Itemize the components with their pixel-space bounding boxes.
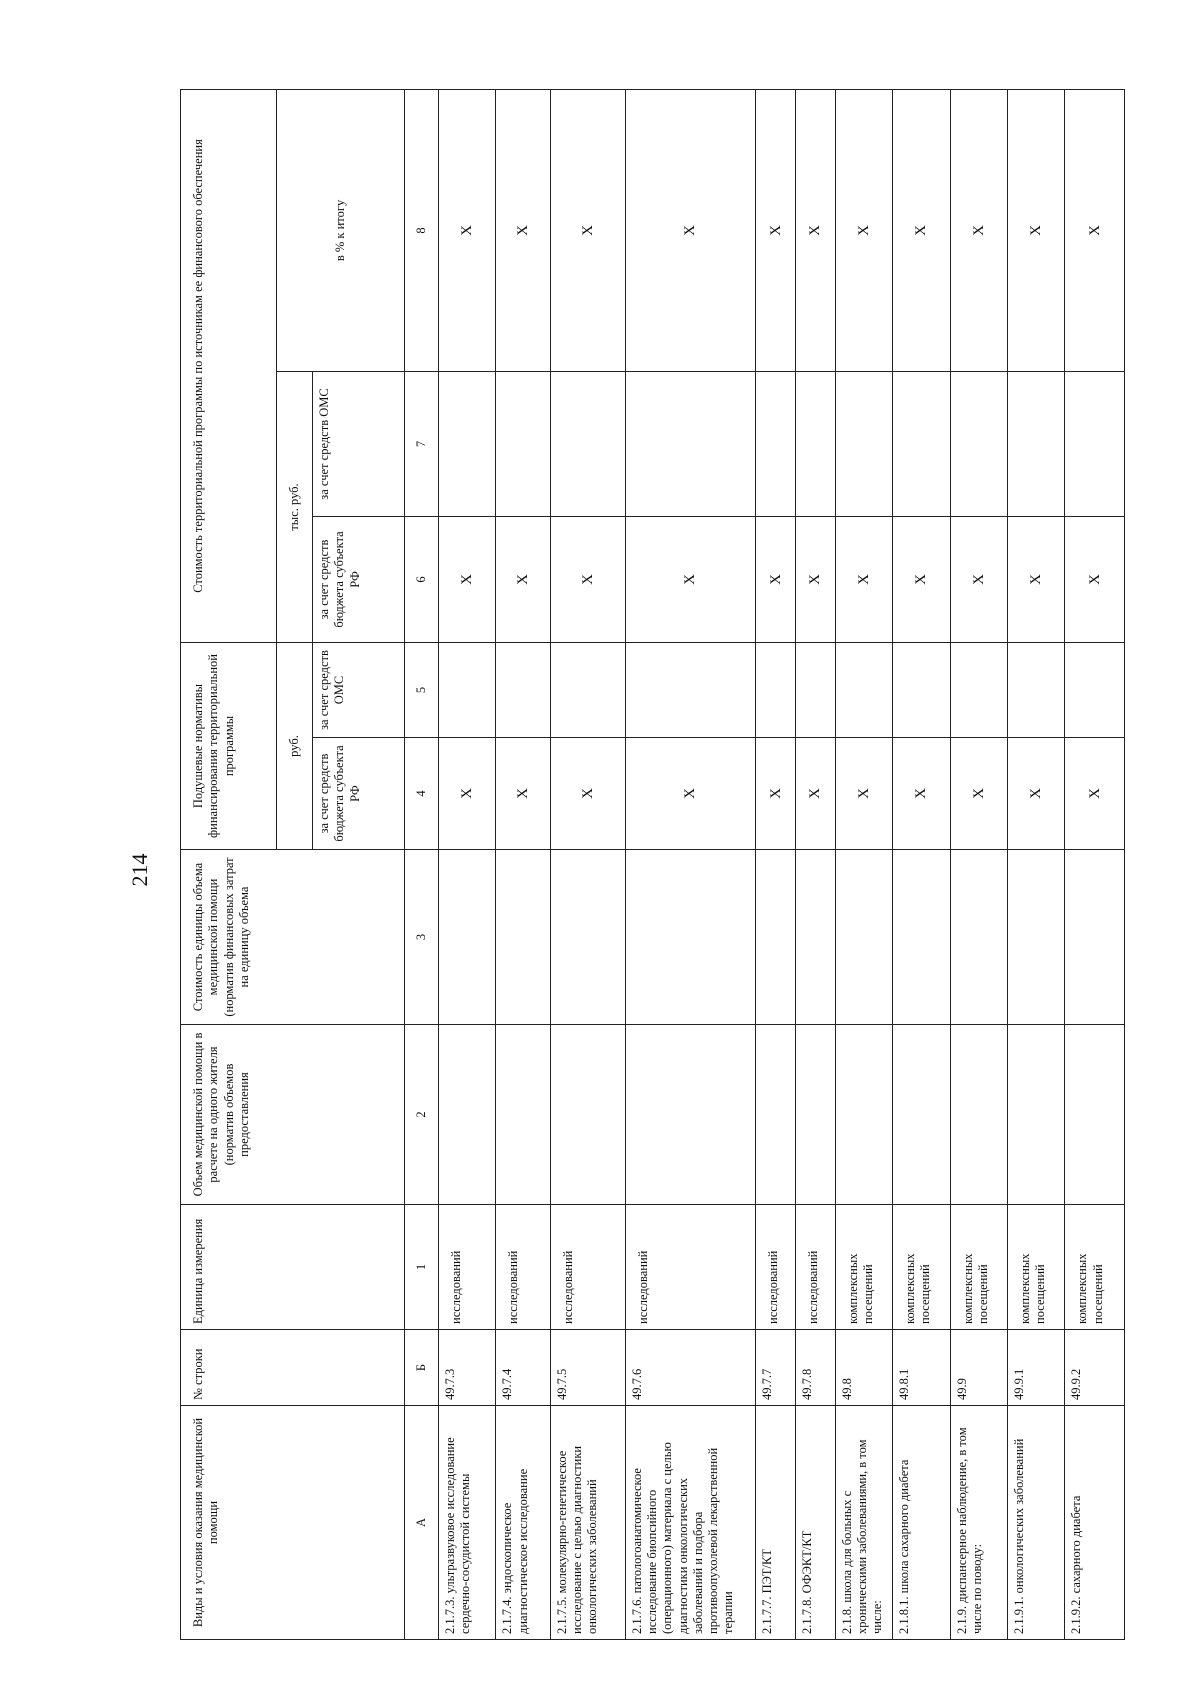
row-volume [625,1025,756,1205]
header-cost-group: Стоимость территориальной программы по источникам ее финансового обеспечения [181,89,277,642]
row-unit: исследований [625,1205,756,1330]
row-percent-total: X [496,89,550,371]
row-line-number: 49.8.1 [893,1330,950,1406]
row-cost-budget: X [950,516,1007,642]
row-unit-cost [950,850,1007,1025]
row-percent-total: X [550,89,625,371]
row-volume [439,1025,496,1205]
row-percent-total: X [439,89,496,371]
col-number-7: 7 [405,371,439,516]
row-per-capita-oms [756,642,796,737]
row-per-capita-oms [1065,642,1125,737]
row-volume [1065,1025,1125,1205]
row-per-capita-budget: X [439,738,496,850]
row-cost-oms [1008,371,1065,516]
row-cost-oms [835,371,892,516]
header-per-capita-unit: руб. [277,642,313,849]
row-per-capita-budget: X [550,738,625,850]
row-percent-total: X [950,89,1007,371]
row-unit: исследований [496,1205,550,1330]
row-volume [550,1025,625,1205]
row-percent-total: X [893,89,950,371]
row-per-capita-oms [950,642,1007,737]
row-cost-oms [439,371,496,516]
header-per-capita-group: Подушевые нормативы финансирования территориальной программы [181,642,277,849]
row-unit-cost [439,850,496,1025]
row-unit: исследований [439,1205,496,1330]
col-number-2: 2 [405,1025,439,1205]
row-volume [756,1025,796,1205]
table-row [796,89,836,1639]
col-number-3: 3 [405,850,439,1025]
header-line-number: № строки [181,1330,405,1406]
table-row [756,89,796,1639]
row-cost-budget: X [496,516,550,642]
row-per-capita-budget: X [950,738,1007,850]
row-volume [893,1025,950,1205]
header-per-capita-budget: за счет средств бюджета субъекта РФ [313,738,405,850]
financing-table [180,89,1125,1640]
row-per-capita-oms [550,642,625,737]
row-cost-oms [550,371,625,516]
header-cost-unit: тыс. руб. [277,371,313,642]
row-cost-budget: X [835,516,892,642]
header-volume-per-capita: Объем медицинской помощи в расчете на одного жителя (норматив объемов предоставления [181,1025,405,1205]
row-per-capita-budget: X [835,738,892,850]
row-unit: комплексных посещений [950,1205,1007,1330]
row-percent-total: X [796,89,836,371]
row-per-capita-oms [796,642,836,737]
row-cost-budget: X [1065,516,1125,642]
row-per-capita-budget: X [893,738,950,850]
col-number-4: 4 [405,738,439,850]
row-kind-of-care: 2.1.8.1. школа сахарного диабета [893,1406,950,1640]
rotated-table-container [180,90,1125,1640]
header-unit: Единица измерения [181,1205,405,1330]
row-line-number: 49.9 [950,1330,1007,1406]
row-percent-total: X [1008,89,1065,371]
row-kind-of-care: 2.1.7.6. патологоанатомическое исследование биопсийного (операционного) материала с целью диагностики онкологических заболеваний и подбора противоопухолевой лекарственной терапии [625,1406,756,1640]
row-unit-cost [893,850,950,1025]
header-cost-oms: за счет средств ОМС [313,371,405,516]
row-unit: комплексных посещений [1008,1205,1065,1330]
row-cost-oms [625,371,756,516]
row-line-number: 49.7.4 [496,1330,550,1406]
row-per-capita-oms [496,642,550,737]
row-unit-cost [835,850,892,1025]
row-unit: исследований [796,1205,836,1330]
row-volume [1008,1025,1065,1205]
header-per-capita-oms: за счет средств ОМС [313,642,405,737]
row-kind-of-care: 2.1.7.5. молекулярно-генетическое исследование с целью диагностики онкологических заболеваний [550,1406,625,1640]
row-line-number: 49.7.3 [439,1330,496,1406]
row-percent-total: X [835,89,892,371]
header-unit-cost: Стоимость единицы объема медицинской помощи (норматив финансовых затрат на единицу объема [181,850,405,1025]
header-kinds-of-care: Виды и условия оказания медицинской помощи [181,1406,405,1640]
row-unit: исследований [550,1205,625,1330]
table-row [835,89,892,1639]
row-unit: комплексных посещений [1065,1205,1125,1330]
row-percent-total: X [1065,89,1125,371]
row-cost-budget: X [439,516,496,642]
row-per-capita-oms [1008,642,1065,737]
row-volume [835,1025,892,1205]
row-line-number: 49.9.1 [1008,1330,1065,1406]
page-number: 214 [127,853,152,887]
row-per-capita-budget: X [1008,738,1065,850]
table-row [439,89,496,1639]
row-kind-of-care: 2.1.8. школа для больных с хроническими заболеваниями, в том числе: [835,1406,892,1640]
table-row [1065,89,1125,1639]
row-cost-budget: X [550,516,625,642]
col-number-1: 1 [405,1205,439,1330]
row-unit: исследований [756,1205,796,1330]
row-cost-oms [1065,371,1125,516]
row-per-capita-budget: X [1065,738,1125,850]
row-cost-budget: X [796,516,836,642]
row-unit-cost [550,850,625,1025]
table-row [625,89,756,1639]
row-cost-oms [496,371,550,516]
row-cost-budget: X [625,516,756,642]
col-number-5: 5 [405,642,439,737]
row-cost-budget: X [756,516,796,642]
row-kind-of-care: 2.1.7.4. эндоскопическое диагностическое исследование [496,1406,550,1640]
row-unit-cost [1065,850,1125,1025]
row-per-capita-budget: X [625,738,756,850]
row-unit-cost [625,850,756,1025]
row-per-capita-oms [893,642,950,737]
table-row [496,89,550,1639]
row-cost-oms [796,371,836,516]
table-row [950,89,1007,1639]
row-per-capita-budget: X [756,738,796,850]
row-line-number: 49.8 [835,1330,892,1406]
row-unit-cost [756,850,796,1025]
row-cost-oms [893,371,950,516]
row-kind-of-care: 2.1.9. диспансерное наблюдение, в том числе по поводу: [950,1406,1007,1640]
col-number-6: 6 [405,516,439,642]
row-percent-total: X [625,89,756,371]
col-number-b: Б [405,1330,439,1406]
row-line-number: 49.7.8 [796,1330,836,1406]
row-cost-oms [950,371,1007,516]
row-line-number: 49.7.7 [756,1330,796,1406]
row-per-capita-budget: X [796,738,836,850]
row-percent-total: X [756,89,796,371]
row-cost-oms [756,371,796,516]
table-row [550,89,625,1639]
col-number-8: 8 [405,89,439,371]
row-kind-of-care: 2.1.7.7. ПЭТ/КТ [756,1406,796,1640]
row-volume [796,1025,836,1205]
row-volume [496,1025,550,1205]
row-volume [950,1025,1007,1205]
table-row [893,89,950,1639]
row-unit-cost [496,850,550,1025]
row-per-capita-oms [835,642,892,737]
row-line-number: 49.7.5 [550,1330,625,1406]
row-cost-budget: X [1008,516,1065,642]
row-unit: комплексных посещений [893,1205,950,1330]
row-line-number: 49.9.2 [1065,1330,1125,1406]
table-row [1008,89,1065,1639]
row-kind-of-care: 2.1.7.8. ОФЭКТ/КТ [796,1406,836,1640]
table-body [439,89,1125,1639]
row-per-capita-oms [625,642,756,737]
col-number-a: А [405,1406,439,1640]
row-per-capita-oms [439,642,496,737]
header-cost-budget: за счет средств бюджета субъекта РФ [313,516,405,642]
row-per-capita-budget: X [496,738,550,850]
row-kind-of-care: 2.1.9.2. сахарного диабета [1065,1406,1125,1640]
row-kind-of-care: 2.1.9.1. онкологических заболеваний [1008,1406,1065,1640]
row-cost-budget: X [893,516,950,642]
row-unit-cost [1008,850,1065,1025]
row-kind-of-care: 2.1.7.3. ультразвуковое исследование сердечно-сосудистой системы [439,1406,496,1640]
row-unit: комплексных посещений [835,1205,892,1330]
row-line-number: 49.7.6 [625,1330,756,1406]
header-percent-total: в % к итогу [277,89,405,371]
row-unit-cost [796,850,836,1025]
